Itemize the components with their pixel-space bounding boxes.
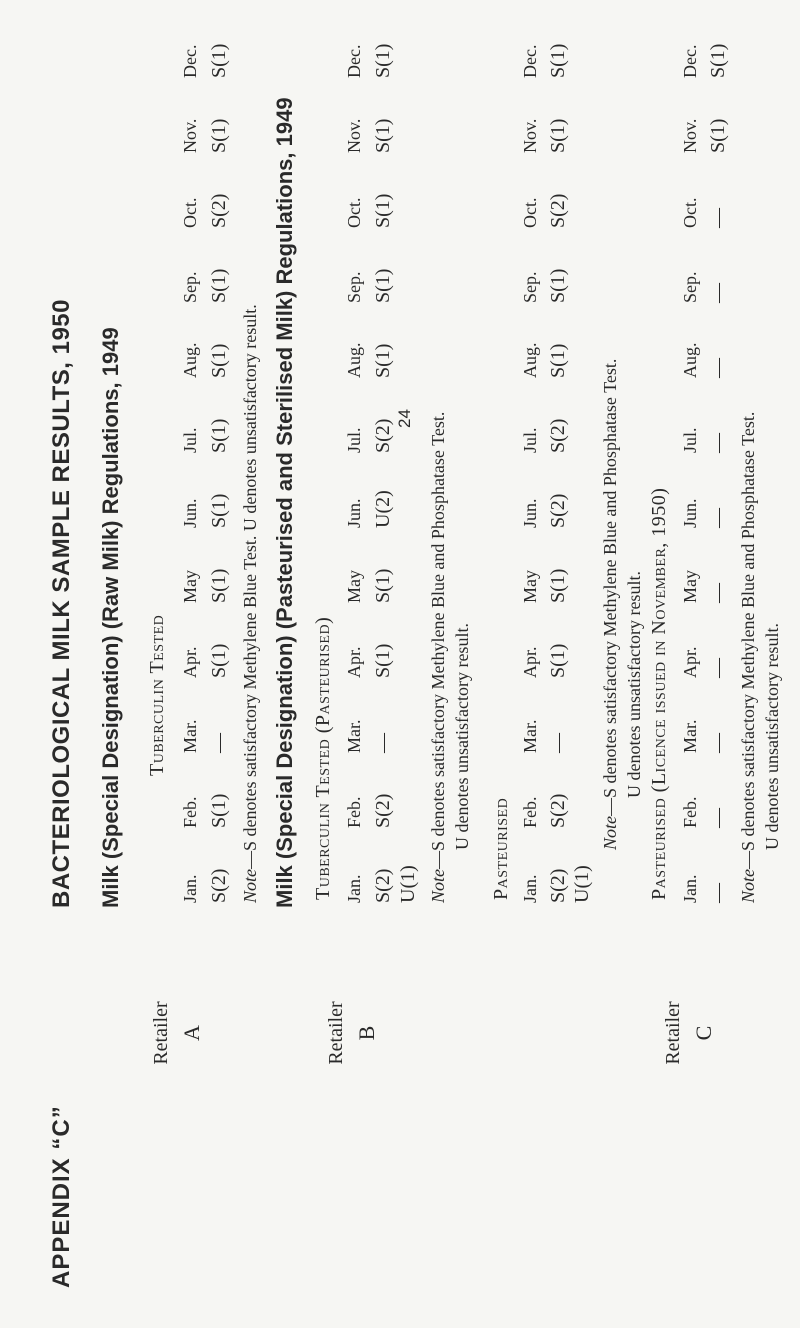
result-cell: S(1) [707, 43, 729, 78]
month-label: Jun. [520, 498, 540, 528]
month-label: Aug. [344, 342, 364, 378]
note-line-2: U denotes unsatisfactory result. [624, 571, 644, 798]
result-cell: — [547, 733, 569, 753]
result-cell: S(1) [372, 193, 394, 228]
month-header-row [520, 3, 541, 903]
month-label: Aug. [680, 342, 700, 378]
note-line-2: U denotes unsatisfactory result. [452, 623, 472, 850]
result-cell: S(2) [547, 793, 569, 828]
result-cell: S(1) [208, 418, 230, 453]
retailer-letter: B [354, 1025, 379, 1041]
month-label: Sep. [344, 271, 364, 303]
month-label: Oct. [180, 197, 200, 228]
retailer-letter: C [691, 1025, 716, 1041]
result-cell: S(2) [372, 418, 394, 453]
section-heading-raw-milk: Milk (Special Designation) (Raw Milk) Regulations, 1949 [98, 327, 123, 908]
grade-heading-tt-pasteurised [312, 617, 335, 900]
month-label: Feb. [520, 796, 540, 828]
result-cell: — [707, 508, 729, 528]
note-text: —S denotes satisfactory Methylene Blue and Phosphatase Test. [738, 411, 758, 869]
result-cell: — [707, 808, 729, 828]
result-cell: — [707, 883, 729, 903]
result-cell: S(1) [547, 118, 569, 153]
result-cell: S(1) [208, 793, 230, 828]
result-cell: — [707, 658, 729, 678]
result-cell: S(1) [547, 343, 569, 378]
month-label: Oct. [680, 197, 700, 228]
note-text: —S denotes satisfactory Methylene Blue Test. U denotes unsatisfactory result. [240, 304, 260, 869]
result-cell: S(1) [208, 568, 230, 603]
note-text: —S denotes satisfactory Methylene Blue and Phosphatase Test. [600, 358, 620, 816]
result-cell: S(1) [372, 568, 394, 603]
month-label: Dec. [520, 44, 540, 78]
month-label: Dec. [180, 44, 200, 78]
results-row-continued [571, 3, 594, 903]
month-label: Feb. [344, 796, 364, 828]
grade-heading-text: Tuberculin Tested (Pasteurised) [312, 616, 334, 900]
month-label: Apr. [180, 646, 200, 678]
retailer-letter: A [179, 1025, 204, 1041]
month-label: Dec. [344, 44, 364, 78]
result-cell: S(1) [208, 43, 230, 78]
grade-heading-text: Pasteurised (Licence issued in November, 1950) [648, 487, 670, 900]
month-label: Jan. [520, 874, 540, 903]
result-cell: S(2) [547, 493, 569, 528]
result-cell: S(1) [372, 118, 394, 153]
retailer-c-label [662, 988, 717, 1078]
result-cell: U(2) [372, 490, 394, 528]
month-label: May [680, 570, 700, 603]
result-cell: U(1) [397, 865, 419, 903]
grade-heading-pasteurised-licence [648, 488, 671, 900]
month-label: Jan. [680, 874, 700, 903]
result-cell: S(2) [547, 418, 569, 453]
month-label: Sep. [180, 271, 200, 303]
month-label: Dec. [680, 44, 700, 78]
retailer-a-label [150, 988, 205, 1078]
month-label: Feb. [180, 796, 200, 828]
month-label: Jan. [344, 874, 364, 903]
retailer-label: Retailer [325, 1001, 347, 1065]
results-row [547, 3, 570, 903]
result-cell: S(2) [208, 193, 230, 228]
month-label: Oct. [520, 197, 540, 228]
month-label: Apr. [344, 646, 364, 678]
result-cell: S(1) [707, 118, 729, 153]
main-title: BACTERIOLOGICAL MILK SAMPLE RESULTS, 1950 [48, 298, 75, 908]
month-header-row [180, 3, 201, 903]
result-cell: S(1) [372, 43, 394, 78]
result-cell: S(1) [372, 268, 394, 303]
month-label: Aug. [520, 342, 540, 378]
result-cell: S(2) [547, 868, 569, 903]
note [240, 304, 261, 903]
result-cell: — [707, 733, 729, 753]
month-header-row [680, 3, 701, 903]
note [428, 412, 449, 903]
result-cell: — [208, 733, 230, 753]
month-label: Aug. [180, 342, 200, 378]
note-text: —S denotes satisfactory Methylene Blue and Phosphatase Test. [428, 411, 448, 869]
result-cell: — [372, 733, 394, 753]
result-cell: U(1) [571, 865, 593, 903]
result-cell: S(1) [547, 568, 569, 603]
month-header-row [344, 3, 365, 903]
result-cell: S(1) [208, 268, 230, 303]
result-cell: S(1) [547, 43, 569, 78]
retailer-b-label [325, 988, 380, 1078]
month-label: Sep. [680, 271, 700, 303]
note [600, 359, 621, 850]
month-label: Mar. [344, 719, 364, 753]
month-label: Nov. [680, 118, 700, 153]
result-cell: — [707, 283, 729, 303]
note [738, 412, 759, 903]
month-label: Mar. [180, 719, 200, 753]
month-label: Jul. [680, 427, 700, 453]
month-label: Apr. [520, 646, 540, 678]
month-label: Nov. [520, 118, 540, 153]
note-line-2: U denotes unsatisfactory result. [762, 623, 782, 850]
month-label: Jul. [344, 427, 364, 453]
note-prefix: Note [240, 869, 260, 903]
month-label: Apr. [680, 646, 700, 678]
result-cell: S(1) [372, 343, 394, 378]
results-row [208, 3, 231, 903]
results-row [707, 3, 730, 903]
result-cell: S(1) [208, 118, 230, 153]
month-label: Jun. [680, 498, 700, 528]
month-label: Jan. [180, 874, 200, 903]
month-label: Nov. [344, 118, 364, 153]
month-label: May [520, 570, 540, 603]
month-label: Mar. [680, 719, 700, 753]
result-cell: S(1) [547, 268, 569, 303]
month-label: Oct. [344, 197, 364, 228]
month-label: Nov. [180, 118, 200, 153]
retailer-label: Retailer [662, 1001, 684, 1065]
results-row-continued [397, 3, 420, 903]
note-prefix: Note [738, 869, 758, 903]
month-label: Jun. [180, 498, 200, 528]
month-label: Mar. [520, 719, 540, 753]
result-cell: — [707, 358, 729, 378]
result-cell: S(1) [372, 643, 394, 678]
month-label: Jun. [344, 498, 364, 528]
result-cell: S(2) [208, 868, 230, 903]
result-cell: S(1) [208, 643, 230, 678]
appendix-title: APPENDIX “C” [48, 1105, 75, 1288]
results-row [372, 3, 395, 903]
result-cell: — [707, 583, 729, 603]
month-label: Feb. [680, 796, 700, 828]
note-prefix: Note [600, 816, 620, 850]
result-cell: S(2) [547, 193, 569, 228]
section-heading-pasteurised: Milk (Special Designation) (Pasteurised and Sterilised Milk) Regulations, 1949 [272, 97, 297, 908]
month-label: Jul. [180, 427, 200, 453]
result-cell: — [707, 208, 729, 228]
result-cell: S(1) [208, 493, 230, 528]
page-number: 24 [395, 409, 414, 428]
result-cell: S(1) [547, 643, 569, 678]
grade-heading-pasteurised [490, 798, 513, 900]
grade-heading-text: Pasteurised [490, 797, 512, 900]
grade-heading-text: Tuberculin Tested [146, 614, 168, 776]
month-label: Sep. [520, 271, 540, 303]
retailer-label: Retailer [150, 1001, 172, 1065]
result-cell: S(2) [372, 868, 394, 903]
result-cell: — [707, 433, 729, 453]
month-label: May [180, 570, 200, 603]
month-label: May [344, 570, 364, 603]
note-prefix: Note [428, 869, 448, 903]
result-cell: S(1) [208, 343, 230, 378]
grade-heading-tuberculin-tested [146, 615, 169, 776]
month-label: Jul. [520, 427, 540, 453]
result-cell: S(2) [372, 793, 394, 828]
